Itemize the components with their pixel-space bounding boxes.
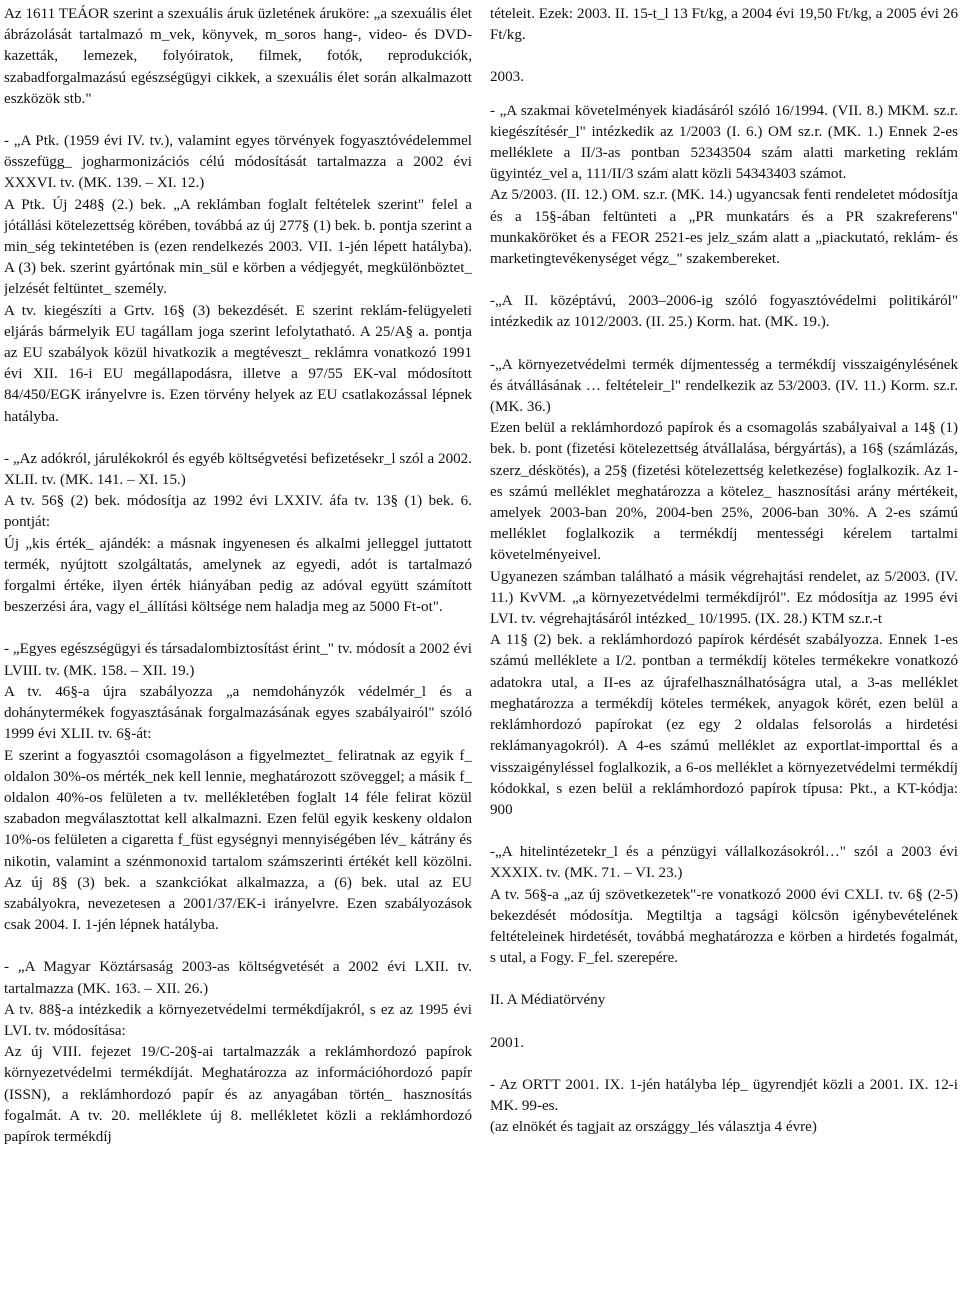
paragraph-budget-act: - „A Magyar Köztársaság 2003-as költségvetését a 2002 évi LXII. tv. tartalmazza (MK. 163. – XII. 26.) A tv. 88§-a intézkedik a környezetvédelmi termékdíjakról, s ez az 1995 évi LVI. tv. módosítása: Az új VIII. fejezet 19/C-20§-ai tartalmazzák a reklámhordozó papírok környezetvédelmi termékdíját. Meghatározza az információhordozó papír (ISSN), a reklámhordozó papír és az anyagában történ_ hasznosítás fogalmát. A tv. 20. melléklete új 8. mellékletet közli a reklámhordozó papírok termékdíj — [4, 959, 472, 1145]
paragraph-environmental-fee: -„A környezetvédelmi termék díjmentesség a termékdíj visszaigénylésének és átvállásának … feltételeir_l" rendelkezik az 53/2003. (IV. 11.) Korm. sz.r. (MK. 36.) Ezen belül a reklámhordozó papírok és a csomagolás szabályaival a 14§ (1) bek. b. pont (fizetési kötelezettség átvállalása, bérgyártás), a 16§ (számlázás, szerz_déskötés), a 25§ (fizetési kötelezettség keletkezése) foglalkozik. Az 1-es számú melléklet meghatározza a kötelez_ hasznosítási arány mértékeit, amelyek 2003-ban 20%, 2004-ben 25%, 2006-ban 30%. A 2-es számú melléklet foglalkozik a termékdíj mentességi kérelem tartalmi követelményeivel. Ugyanezen számban található a másik végrehajtási rendelet, az 5/2003. (IV. 11.) KvVM. „a környezetvédelmi termékdíjról". Ez módosítja az 1995 évi LVI. tv. végrehajtásáról intézked_ 10/1995. (IX. 28.) KTM sz.r.-t A 11§ (2) bek. a reklámhordozó papírok kérdését szabályozza. Ennek 1-es számú melléklete a I/2. pontban a termékdíj köteles termékekre vonatkozó adatokra utal, a II-es az újrafelhasználhatóságra utal, a 3-as melléklet meghatározza a termékdíj köteles termékek, anyagok körét, ezen belül a reklámhordozó papírokat (ez egy 2 oldalas felsorolás a hirdetési reklámanyagokról). A 4-es számú melléklet az exportlat-importtal és a visszaigényléssel foglalkozik, a 6-os melléklet a környezetvédelmi termékdíj kódokkal, s ezen belül a reklámhordozó papírok típusa: Pkt., a KT-kódja: 900 — [490, 356, 958, 818]
paragraph-ortt-rules: - Az ORTT 2001. IX. 1-jén hatályba lép_ ügyrendjét közli a 2001. IX. 12-i MK. 99-es. (az elnökét és tagjait az országgy_lés választja 4 évre) — [490, 1076, 958, 1136]
paragraph-tax-act: - „Az adókról, járulékokról és egyéb költségvetési befizetésekr_l szól a 2002. XLII. tv. (MK. 141. – XI. 15.) A tv. 56§ (2) bek. módosítja az 1992 évi LXXIV. áfa tv. 13§ (1) bek. 6. pontját: Új „kis érték_ ajándék: a másnak ingyenesen és alkalmi jelleggel juttatott termék, nyújtott szolgáltatás, amelynek az egyedi, adót is tartalmazó forgalmi értéke, ilyen érték hiányában pedig az adóval együtt számított beszerzési ára, vagy el_állítási költsége nem haladja meg az 5000 Ft-ot". — [4, 450, 472, 616]
paragraph-consumer-policy: -„A II. középtávú, 2003–2006-ig szóló fogyasztóvédelmi politikáról" intézkedik az 1012/2003. (II. 25.) Korm. hat. (MK. 19.). — [490, 293, 958, 331]
paragraph-ptk-amendment: - „A Ptk. (1959 évi IV. tv.), valamint egyes törvények fogyasztóvédelemmel összefügg_ jogharmonizációs célú módosítását tartalmazza a 2002 évi XXXVI. tv. (MK. 139. – XI. 12.) A Ptk. Új 248§ (2.) bek. „A reklámban foglalt feltételek szerint" felel a jótállási kötelezettség körében, továbbá az új 277§ (1) bek. b. pontja szerint a min_ség tekintetében is (ezen rendelkezés 2003. VII. 1-jén lépett hatályba). A (3) bek. szerint gyártónak min_sül e körben a védjegyét, megkülönböztet_ jelzését feltüntet_ személy. A tv. kiegészíti a Grtv. 16§ (3) bekezdését. E szerint reklám-felügyeleti eljárás bármelyik EU tagállam joga szerint lefolytatható. A 25/A§ a. pontja az EU szabályok közül hivatkozik a megtéveszt_ reklámra vonatkozó 1991 évi XII. 16-i EU megállapodásra, illetve a 97/55 EK-val módosított 84/450/EGK irányelvre is. Ezen törvény helyek az EU csatlakozással lépnek hatályba. — [4, 133, 472, 425]
paragraph-professional-requirements: - „A szakmai követelmények kiadásáról szóló 16/1994. (VII. 8.) MKM. sz.r. kiegészítésér_l" intézkedik az 1/2003 (I. 6.) OM sz.r. (MK. 1.) Ennek 2-es melléklete a II/3-as pontban 52343504 szám alatti marketing reklám ügyintéz_vel a, 111/II/3 szám alatt közli 54343403 számot. Az 5/2003. (II. 12.) OM. sz.r. (MK. 14.) ugyancsak fenti rendeletet módosítja és a 15§-ában feltünteti a „PR munkatárs és a PR szakreferens" munkaköröket és a FEOR 2521-es jelz_szám alatt a „piackutató, reklám- és marketingtevékenységet végz_" szakembereket. — [490, 102, 958, 268]
paragraph-health-act: - „Egyes egészségügyi és társadalombiztosítást érint_" tv. módosít a 2002 évi LVIII. tv. (MK. 158. – XII. 19.) A tv. 46§-a újra szabályozza „a nemdohányzók védelmér_l és a dohánytermékek fogyasztásának forgalmazásának egyes szabályairól" szóló 1999 évi XLII. tv. 6§-át: E szerint a fogyasztói csomagoláson a figyelmeztet_ feliratnak az egyik f_ oldalon 30%-os mérték_nek kell lennie, meghatározott szöveggel; a másik f_ oldalon 40%-os felületen a tv. mellékletében foglalt 14 féle felirat közül szabadon megválasztottat kell alkalmazni. Ezen felül egyik keskeny oldalon 10%-os felületen a cigaretta f_füst egységnyi mennyiségében lév_ kátrány és nikotin, valamint a szénmonoxid tartalom számszerinti értékét kell közölni. Az új 8§ (3) bek. a szankciókat alkalmazza, a (6) bek. utal az EU szabályokra, nevezetesen a 2001/37/EK-i irányelvre. Ezen szabályozások csak 2004. I. 1-jén lépnek hatályba. — [4, 641, 472, 934]
right-column — [490, 4, 958, 1308]
paragraph-product-fee-rates: tételeit. Ezek: 2003. II. 15-t_l 13 Ft/kg, a 2004 évi 19,50 Ft/kg, a 2005 évi 26 Ft/kg. — [490, 6, 958, 44]
left-column — [4, 4, 472, 1308]
year-heading-2003: 2003. — [490, 69, 524, 86]
paragraph-credit-institutions: -„A hitelintézetekr_l és a pénzügyi vállalkozásokról…" szól a 2003 évi XXXIX. tv. (MK. 71. – VI. 23.) A tv. 56§-a „az új szövetkezetek"-re vonatkozó 2000 évi CXLI. tv. 6§ (2-5) bekezdését módosítja. Megtiltja a tagsági kölcsön igénybevételének feltételeinek hirdetését, továbbá meghatározza e körben a hirdetés fogalmát, s utal, a Fogy. F_fel. szerepére. — [490, 844, 958, 967]
year-heading-2001: 2001. — [490, 1034, 524, 1051]
section-heading-media-act: II. A Médiatörvény — [490, 992, 606, 1009]
paragraph-sex-shop-scope: Az 1611 TEÁOR szerint a szexuális áruk üzletének áruköre: „a szexuális élet ábrázolását tartalmazó m_vek, könyvek, m_soros hang-, video- és DVD- kazetták, lemezek, folyóiratok, filmek, fotók, reprodukciók, szabadforgalmazású egészségügyi cikkek, a szexuális élet során alkalmazott eszközök stb." — [4, 6, 472, 107]
